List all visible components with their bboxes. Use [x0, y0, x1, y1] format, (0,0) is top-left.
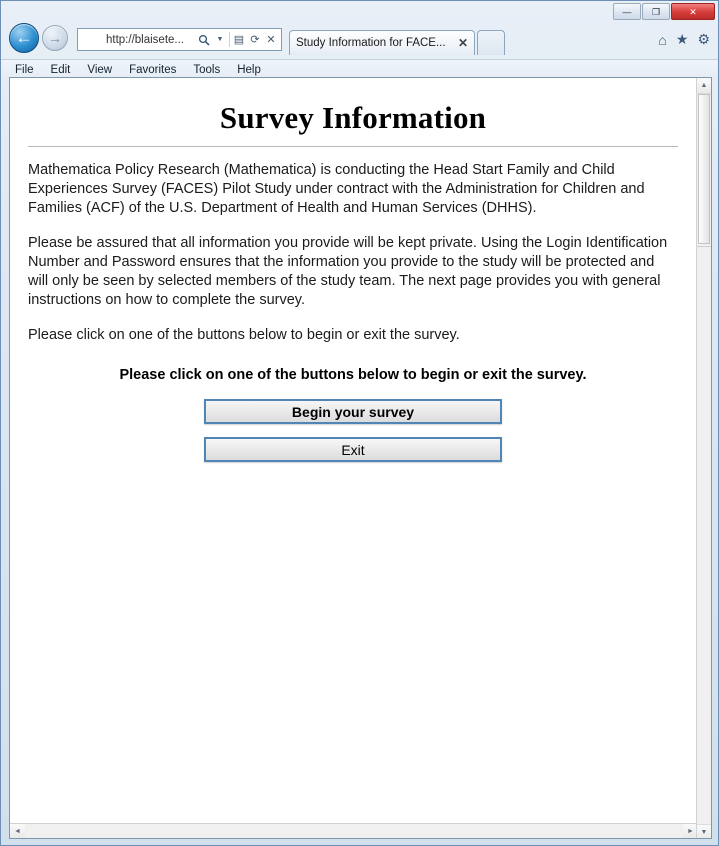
divider [28, 146, 678, 147]
url-text[interactable]: http://blaisete... [106, 33, 184, 46]
page-title: Survey Information [219, 100, 487, 135]
menu-item-view[interactable]: View [87, 64, 113, 76]
nav-buttons [9, 23, 68, 53]
menu-item-favorites[interactable]: Favorites [129, 64, 177, 76]
forward-icon[interactable]: → [42, 25, 68, 51]
new-tab-button[interactable] [477, 30, 505, 55]
search-icon[interactable] [196, 30, 212, 49]
begin-survey-button[interactable]: Begin your survey [204, 399, 502, 424]
scroll-down-icon[interactable]: ▼ [697, 824, 711, 839]
scroll-right-icon[interactable]: ► [683, 824, 698, 838]
address-bar[interactable] [77, 28, 282, 51]
instruction-bold: Please click on one of the buttons below to begin or exit the survey. [119, 367, 587, 383]
title-bar [1, 1, 718, 23]
menu-item-file[interactable]: File [15, 64, 34, 76]
button-group [28, 399, 678, 462]
scroll-left-icon[interactable]: ◄ [10, 824, 25, 838]
window-controls [612, 3, 715, 20]
home-icon[interactable]: ⌂ [658, 31, 667, 48]
paragraph-privacy-notice: Please be assured that all information you provide will be kept private. Using the Login Identification Number and Password ensures that the information you provide to the study will be protected and will only be seen by selected members of the study team. The next page provides you with general instructions on how to complete the survey. [28, 235, 668, 308]
vscroll-divider [697, 246, 711, 247]
exit-button[interactable]: Exit [204, 437, 502, 462]
close-button[interactable]: ✕ [671, 3, 715, 20]
refresh-icon[interactable]: ⟳ [250, 34, 260, 46]
navigation-bar [1, 23, 718, 59]
scroll-up-icon[interactable]: ▲ [697, 78, 711, 94]
browser-toolbar-icons [658, 31, 710, 48]
status-strip [1, 839, 718, 845]
tab-strip [289, 27, 505, 55]
favorites-icon[interactable]: ★ [675, 31, 689, 47]
minimize-button[interactable]: — [613, 3, 641, 20]
vertical-scrollbar[interactable] [696, 78, 711, 839]
compatibility-view-icon[interactable]: ▤ [233, 34, 245, 46]
divider [229, 32, 230, 47]
paragraph-study-description: Mathematica Policy Research (Mathematica) is conducting the Head Start Family and Child Experiences Survey (FACES) Pilot Study under contract with the Administration for Children and Families (ACF) of the U.S. Department of Health and Human Services (DHHS). [28, 162, 645, 216]
tab-title: Study Information for FACE... [296, 37, 446, 49]
page-viewport [9, 77, 712, 839]
menu-item-edit[interactable]: Edit [50, 64, 71, 76]
stop-icon[interactable]: ✕ [266, 34, 276, 46]
survey-information-page [10, 78, 698, 838]
tab-study-information[interactable] [289, 30, 475, 55]
back-icon[interactable]: ← [9, 23, 39, 53]
menu-item-help[interactable]: Help [237, 64, 261, 76]
close-icon[interactable]: ✕ [457, 36, 468, 50]
menu-item-tools[interactable]: Tools [193, 64, 221, 76]
vscroll-thumb[interactable] [698, 94, 710, 244]
paragraph-click-instruction: Please click on one of the buttons below to begin or exit the survey. [28, 327, 460, 343]
gear-icon[interactable]: ⚙ [697, 31, 710, 47]
chevron-down-icon[interactable]: ▼ [216, 36, 224, 43]
horizontal-scrollbar[interactable] [10, 823, 698, 838]
maximize-button[interactable]: ❐ [642, 3, 670, 20]
